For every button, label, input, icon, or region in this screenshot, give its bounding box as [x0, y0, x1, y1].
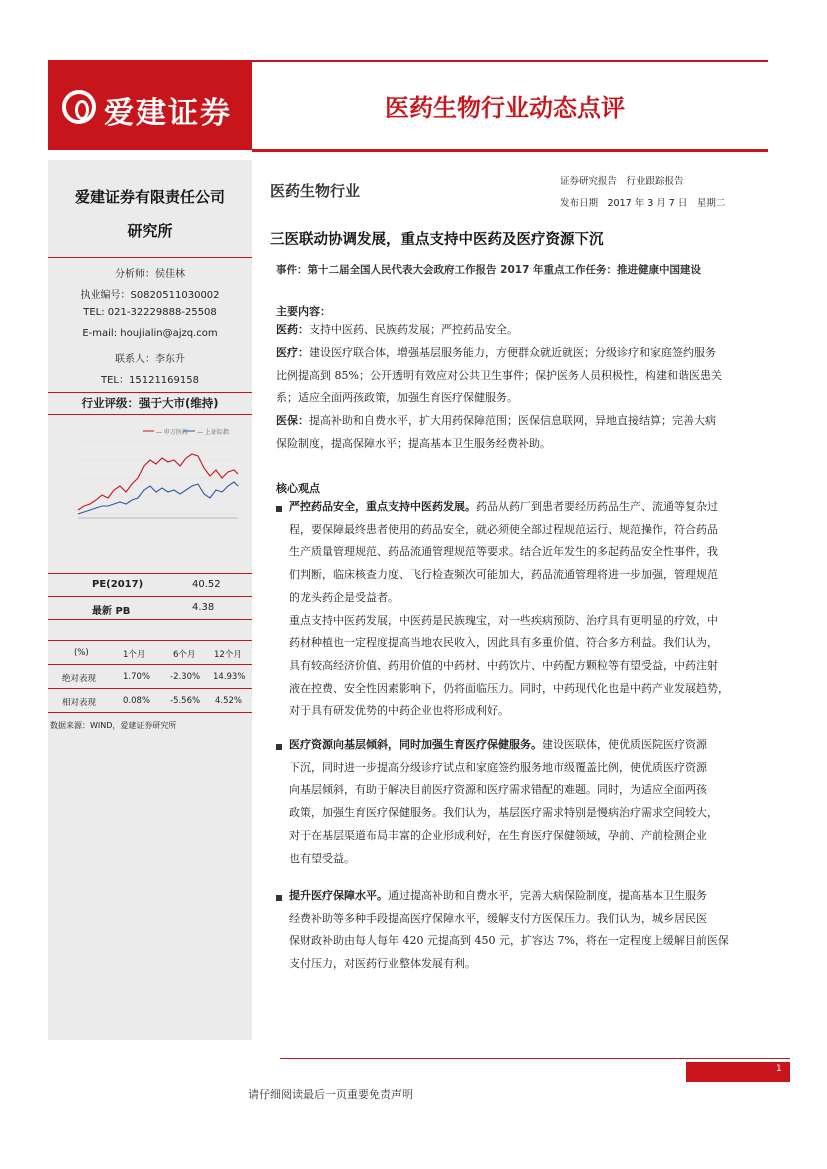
index-trend-chart — [48, 420, 252, 570]
trend-chart-svg — [48, 420, 252, 570]
perf-divider — [48, 664, 252, 665]
perf-table-top — [48, 640, 252, 641]
bullet-icon — [276, 744, 282, 750]
insurance-line-2: 保险制度，提高保障水平；提高基本卫生服务经费补助。 — [276, 436, 551, 450]
pharma-text: 支持中医药、民族药发展；严控药品安全。 — [309, 323, 518, 336]
medical-paragraph — [276, 342, 786, 410]
footer-rule — [280, 1058, 790, 1059]
sidebar-divider — [48, 596, 252, 597]
institution-dept: 研究所 — [127, 222, 173, 240]
point-1-title: 严控药品安全，重点支持中医药发展。 — [289, 500, 476, 513]
analyst-name: 分析师：侯佳林 — [115, 269, 185, 280]
point-3-line-1: 通过提高补助和自费水平，完善大病保险制度，提高基本卫生服务 — [388, 889, 707, 902]
table-row — [48, 666, 252, 688]
perf-abs-12m: 14.93% — [213, 672, 246, 682]
medical-line-2: 比例提高到 85%；公开透明有效应对公共卫生事件；保护医务人员积极性，构建和谐医患关 — [276, 368, 722, 382]
sidebar-divider — [48, 619, 252, 620]
medical-label: 医疗： — [276, 346, 309, 359]
point-1-line-10: 对于具有研发优势的中药企业也将形成利好。 — [289, 704, 509, 718]
pharma-paragraph — [276, 319, 776, 342]
point-3-line-3: 保财政补助由每人每年 420 元提高到 450 元，扩容达 7%，将在一定程度上缓解目前医保 — [289, 934, 729, 948]
perf-header-12m: 12个月 — [214, 650, 242, 660]
perf-table-bottom — [48, 712, 252, 713]
perf-abs-6m: -2.30% — [170, 672, 201, 682]
page-number-box — [686, 1062, 790, 1082]
point-2-line-1: 建设医联体，使优质医院医疗资源 — [542, 738, 707, 751]
data-source-text: 数据来源：WIND，爱建证券研究所 — [50, 721, 177, 730]
sidebar-divider — [48, 573, 252, 574]
pharma-label: 医药： — [276, 323, 309, 336]
point-3-title: 提升医疗保障水平。 — [289, 889, 388, 902]
bullet-icon — [276, 506, 282, 512]
pe-label: PE(2017) — [92, 579, 144, 590]
perf-header-1m: 1个月 — [123, 650, 146, 660]
perf-abs-1m: 1.70% — [123, 672, 151, 682]
legend-pharma: — 申万医药 — [156, 429, 188, 436]
main-content-heading: 主要内容： — [276, 305, 331, 318]
point-2-line-6: 也有望受益。 — [289, 851, 355, 865]
point-3 — [289, 885, 779, 976]
report-headline: 三医联动协调发展，重点支持中医药及医疗资源下沉 — [270, 232, 604, 248]
point-1-line-5: 的龙头药企是受益者。 — [289, 590, 399, 604]
perf-rel-label: 相对表现 — [62, 698, 97, 708]
publish-date: 发布日期 2017 年 3 月 7 日 星期二 — [560, 198, 726, 209]
medical-line-1: 建设医疗联合体，增强基层服务能力，方便群众就近就医；分级诊疗和家庭签约服务 — [309, 346, 716, 359]
point-2-line-5: 对于在基层渠道布局丰富的企业形成利好，在生育医疗保健领域，孕前、产前检测企业 — [289, 828, 707, 842]
point-2-line-3: 向基层倾斜，有助于解决目前医疗资源和医疗需求错配的难题。同时，为适应全面两孩 — [289, 783, 707, 797]
analyst-phone: TEL: 021-32229888-25508 — [83, 307, 217, 318]
pe-row — [48, 575, 252, 596]
contact-phone: TEL：15121169158 — [101, 375, 199, 386]
logo-mark-icon — [62, 90, 96, 124]
perf-divider — [48, 688, 252, 689]
report-type: 证券研究报告 行业跟踪报告 — [560, 176, 684, 187]
sidebar-divider — [48, 257, 252, 258]
contact-person: 联系人：李东升 — [115, 354, 185, 365]
perf-abs-label: 绝对表现 — [62, 674, 97, 684]
core-view-heading: 核心观点 — [276, 482, 320, 495]
point-1-line-2: 程，要保障最终患者使用的药品安全，就必须使全部过程规范运行、规范操作，符合药品 — [289, 522, 718, 536]
insurance-line-1: 提高补助和自费水平，扩大用药保障范围；医保信息联网，异地直接结算；完善大病 — [309, 414, 716, 427]
point-2 — [289, 734, 779, 870]
point-3-line-2: 经费补助等多种手段提高医疗保障水平，缓解支付方医保压力。我们认为，城乡居民医 — [289, 911, 707, 925]
header-top-rule — [252, 60, 768, 62]
pb-row — [48, 598, 252, 619]
pe-value: 40.52 — [192, 579, 221, 590]
insurance-paragraph — [276, 410, 786, 455]
bullet-icon — [276, 895, 282, 901]
insurance-label: 医保： — [276, 414, 309, 427]
point-1-line-7: 药材种植也一定程度提高当地农民收入，因此具有多重价值、符合多方利益。我们认为， — [289, 636, 718, 650]
brand-logo — [48, 60, 252, 150]
event-line: 事件：第十二届全国人民代表大会政府工作报告 2017 年重点工作任务：推进健康中国建设 — [276, 264, 702, 276]
medical-line-3: 系；适应全面两孩政策，加强生育医疗保健服务。 — [276, 391, 518, 405]
brand-name: 爱建证券 — [104, 96, 232, 131]
point-1-line-1: 药品从药厂到患者要经历药品生产、流通等复杂过 — [476, 500, 718, 513]
perf-header-row — [48, 642, 252, 664]
perf-rel-12m: 4.52% — [215, 696, 243, 706]
point-2-title: 医疗资源向基层倾斜，同时加强生育医疗保健服务。 — [289, 738, 542, 751]
perf-rel-6m: -5.56% — [170, 696, 201, 706]
pb-label: 最新 PB — [92, 606, 131, 617]
point-1-line-4: 们判断，临床核查力度、飞行检查频次可能加大，药品流通管理将进一步加强，管理规范 — [289, 568, 718, 582]
disclaimer-note: 请仔细阅读最后一页重要免责声明 — [248, 1088, 413, 1101]
table-row — [48, 690, 252, 712]
institution-name: 爱建证券有限责任公司 — [74, 188, 225, 206]
legend-sse: — 上证综指 — [197, 429, 229, 436]
point-1-line-9: 液在控费、安全性因素影响下，仍将面临压力。同时，中药现代化也是中药产业发展趋势， — [289, 681, 729, 695]
point-3-line-4: 支付压力，对医药行业整体发展有利。 — [289, 957, 476, 971]
perf-header-6m: 6个月 — [173, 650, 196, 660]
perf-header-unit: (%) — [74, 648, 89, 658]
sidebar-divider — [48, 414, 252, 415]
industry-label: 医药生物行业 — [270, 182, 361, 200]
sidebar-divider — [48, 392, 252, 393]
point-1-line-8: 具有较高经济价值、药用价值的中药材、中药饮片、中药配方颗粒等有望受益，中药注射 — [289, 658, 718, 672]
analyst-email[interactable]: E-mail: houjialin@ajzq.com — [82, 328, 218, 339]
point-1 — [289, 496, 779, 723]
point-1-line-6: 重点支持中医药发展，中医药是民族瑰宝，对一些疾病预防、治疗具有更明显的疗效，中 — [289, 613, 718, 627]
point-2-line-2: 下沉，同时进一步提高分级诊疗试点和家庭签约服务地市级覆盖比例，使优质医疗资源 — [289, 760, 707, 774]
perf-rel-1m: 0.08% — [123, 696, 151, 706]
industry-rating: 行业评级：强于大市(维持) — [81, 396, 219, 410]
page-title: 医药生物行业动态点评 — [385, 94, 625, 122]
point-2-line-4: 政策，加强生育医疗保健服务。我们认为，基层医疗需求特别是慢病治疗需求空间较大， — [289, 806, 718, 820]
analyst-license: 执业编号：S0820511030002 — [80, 290, 220, 301]
page-number: 1 — [776, 1064, 782, 1074]
point-1-line-3: 生产质量管理规范、药品流通管理规范等要求。结合近年发生的多起药品安全性事件，我 — [289, 545, 718, 559]
pb-value: 4.38 — [192, 602, 215, 613]
header-bottom-rule — [252, 149, 768, 152]
